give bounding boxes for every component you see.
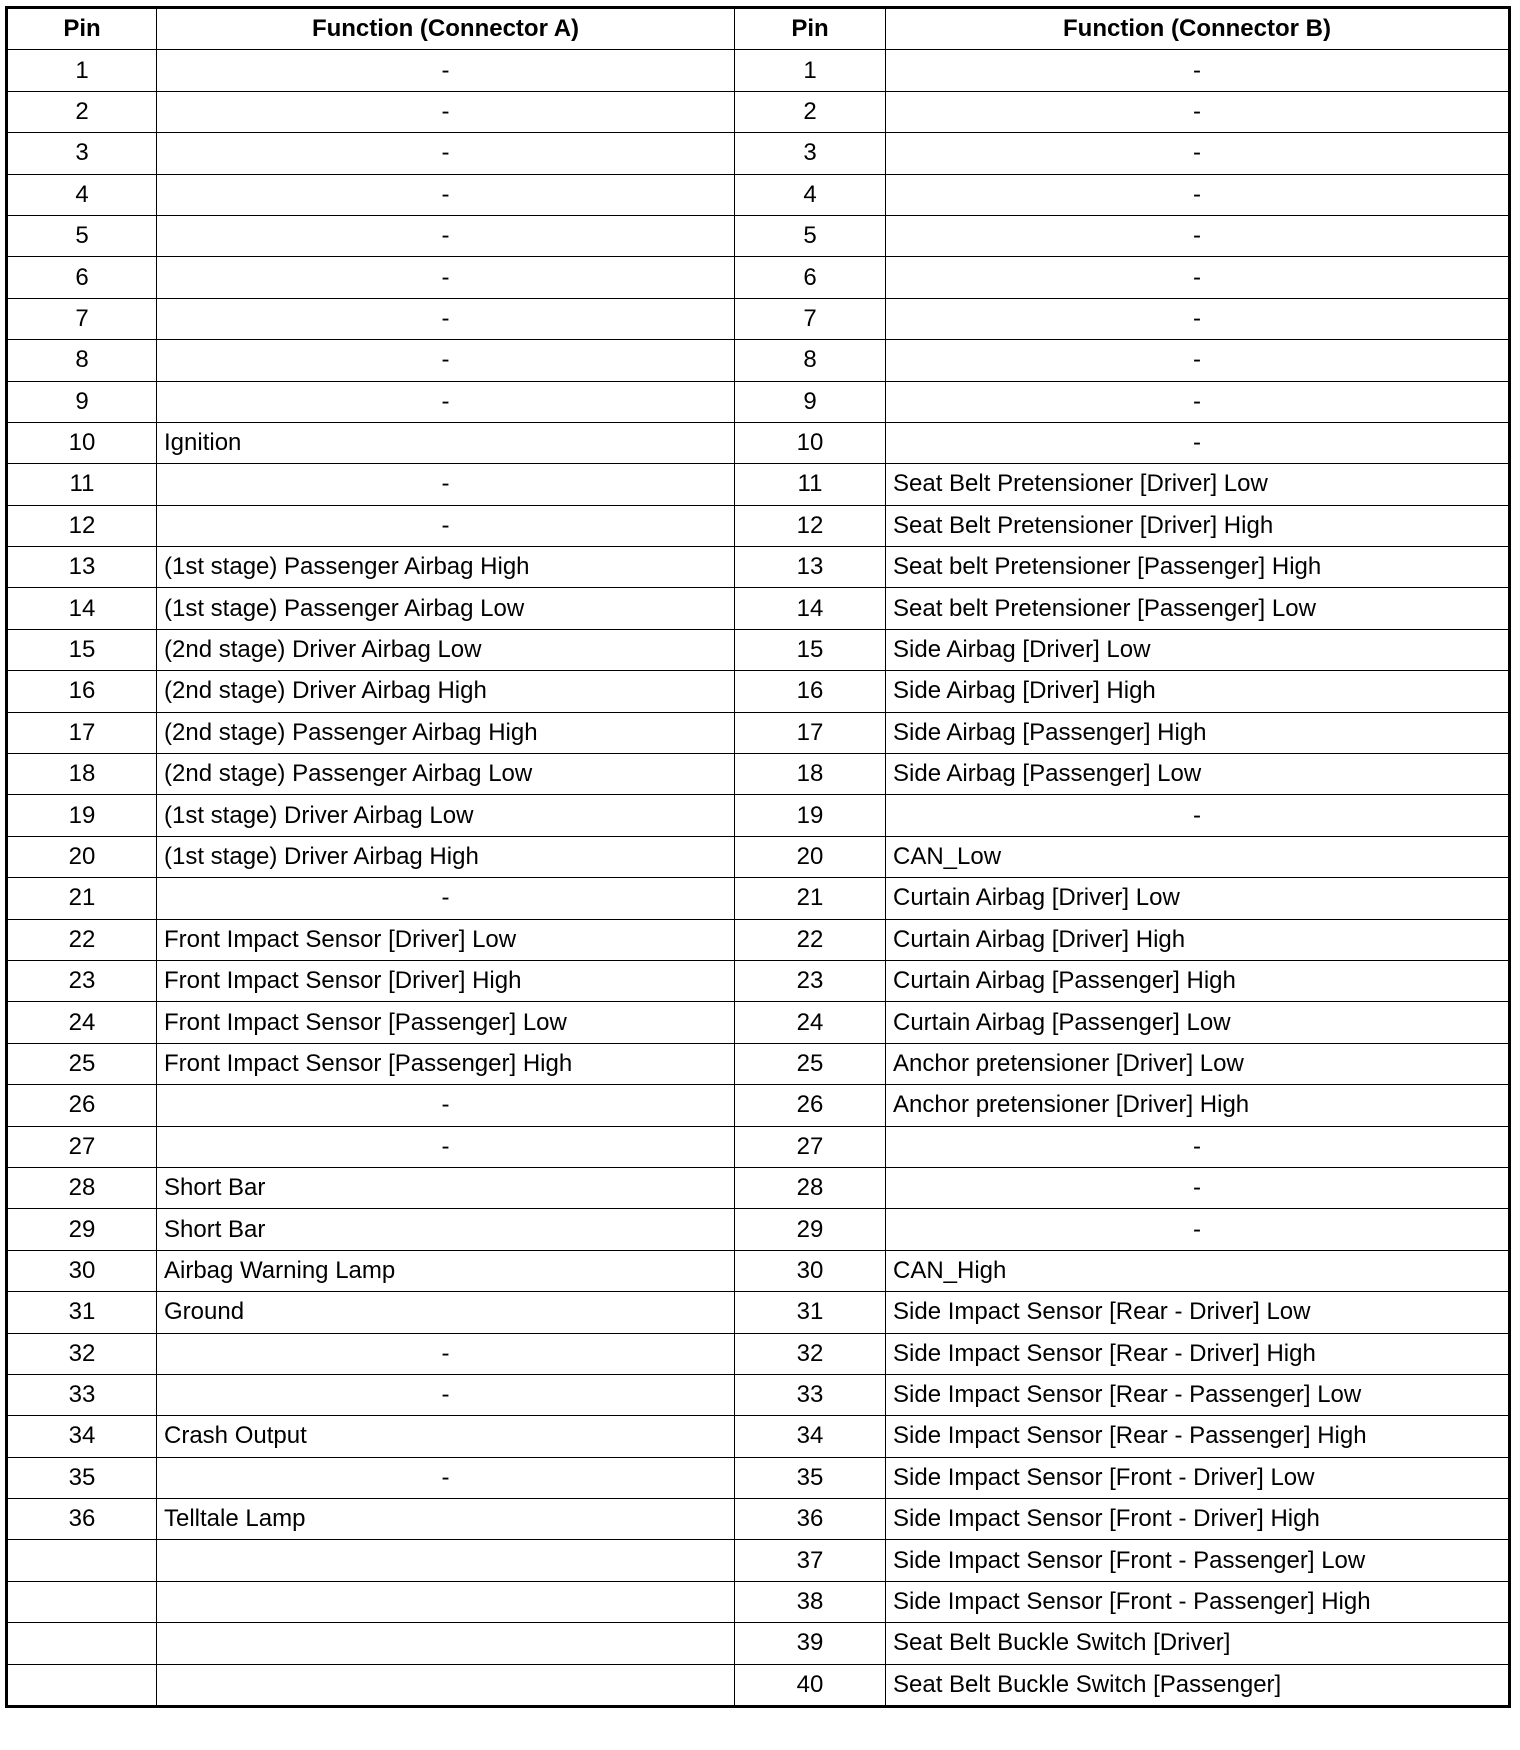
function-b-cell: Curtain Airbag [Passenger] Low — [886, 1002, 1510, 1043]
table-row — [7, 298, 1510, 339]
function-b-cell: Side Impact Sensor [Front - Passenger] High — [886, 1581, 1510, 1622]
pin-a-cell: 10 — [7, 422, 157, 463]
table-row — [7, 754, 1510, 795]
table-row — [7, 1416, 1510, 1457]
function-b-cell: CAN_High — [886, 1250, 1510, 1291]
pin-b-cell: 35 — [735, 1457, 886, 1498]
pin-a-cell: 27 — [7, 1126, 157, 1167]
pin-a-cell — [7, 1664, 157, 1706]
function-b-cell: Side Impact Sensor [Rear - Driver] High — [886, 1333, 1510, 1374]
function-b-cell: Side Airbag [Passenger] Low — [886, 754, 1510, 795]
function-a-cell: Front Impact Sensor [Driver] Low — [157, 919, 735, 960]
pin-a-cell: 31 — [7, 1292, 157, 1333]
table-row — [7, 1664, 1510, 1706]
pin-a-cell: 35 — [7, 1457, 157, 1498]
function-b-cell: - — [886, 1126, 1510, 1167]
function-a-cell: - — [157, 464, 735, 505]
pin-b-cell: 37 — [735, 1540, 886, 1581]
function-b-cell: Side Impact Sensor [Rear - Driver] Low — [886, 1292, 1510, 1333]
function-a-cell — [157, 1623, 735, 1664]
pin-a-cell — [7, 1540, 157, 1581]
pin-a-cell: 3 — [7, 133, 157, 174]
pin-b-cell: 31 — [735, 1292, 886, 1333]
function-a-cell: (1st stage) Passenger Airbag Low — [157, 588, 735, 629]
function-b-cell: - — [886, 795, 1510, 836]
function-b-cell: Side Impact Sensor [Front - Driver] Low — [886, 1457, 1510, 1498]
function-a-cell: (1st stage) Driver Airbag High — [157, 836, 735, 877]
table-row — [7, 133, 1510, 174]
function-a-cell: (2nd stage) Driver Airbag High — [157, 671, 735, 712]
pin-a-cell: 4 — [7, 174, 157, 215]
table-row — [7, 381, 1510, 422]
function-a-cell — [157, 1664, 735, 1706]
pin-a-cell: 7 — [7, 298, 157, 339]
function-a-cell: Front Impact Sensor [Passenger] Low — [157, 1002, 735, 1043]
table-row — [7, 215, 1510, 256]
pin-a-cell: 22 — [7, 919, 157, 960]
table-row — [7, 50, 1510, 91]
pinout-table — [5, 6, 1511, 1708]
pin-a-cell: 6 — [7, 257, 157, 298]
function-b-cell: - — [886, 257, 1510, 298]
table-row — [7, 1292, 1510, 1333]
function-a-cell: - — [157, 257, 735, 298]
function-a-cell: - — [157, 381, 735, 422]
table-row — [7, 464, 1510, 505]
pin-b-cell: 30 — [735, 1250, 886, 1291]
pin-a-cell: 5 — [7, 215, 157, 256]
table-row — [7, 795, 1510, 836]
table-row — [7, 422, 1510, 463]
pin-b-cell: 6 — [735, 257, 886, 298]
pin-b-cell: 7 — [735, 298, 886, 339]
pin-b-cell: 39 — [735, 1623, 886, 1664]
function-a-cell: - — [157, 340, 735, 381]
pin-b-cell: 2 — [735, 91, 886, 132]
function-a-cell: Front Impact Sensor [Driver] High — [157, 960, 735, 1001]
function-b-cell: Seat Belt Buckle Switch [Driver] — [886, 1623, 1510, 1664]
function-b-cell: Curtain Airbag [Passenger] High — [886, 960, 1510, 1001]
table-row — [7, 1457, 1510, 1498]
pin-a-cell: 33 — [7, 1374, 157, 1415]
table-row — [7, 91, 1510, 132]
pin-b-cell: 27 — [735, 1126, 886, 1167]
header-pin-a: Pin — [7, 8, 157, 50]
function-b-cell: Seat Belt Pretensioner [Driver] Low — [886, 464, 1510, 505]
pin-b-cell: 11 — [735, 464, 886, 505]
function-a-cell: - — [157, 1457, 735, 1498]
table-row — [7, 629, 1510, 670]
pin-b-cell: 29 — [735, 1209, 886, 1250]
pin-b-cell: 18 — [735, 754, 886, 795]
function-b-cell: Side Airbag [Driver] High — [886, 671, 1510, 712]
pin-b-cell: 25 — [735, 1043, 886, 1084]
function-a-cell: (1st stage) Passenger Airbag High — [157, 547, 735, 588]
function-b-cell: Curtain Airbag [Driver] High — [886, 919, 1510, 960]
pin-a-cell: 20 — [7, 836, 157, 877]
function-b-cell: - — [886, 215, 1510, 256]
function-b-cell: - — [886, 1209, 1510, 1250]
table-row — [7, 505, 1510, 546]
pin-b-cell: 10 — [735, 422, 886, 463]
pin-a-cell: 29 — [7, 1209, 157, 1250]
function-a-cell: Airbag Warning Lamp — [157, 1250, 735, 1291]
pin-b-cell: 15 — [735, 629, 886, 670]
pin-b-cell: 20 — [735, 836, 886, 877]
pin-b-cell: 26 — [735, 1085, 886, 1126]
function-b-cell: Seat belt Pretensioner [Passenger] High — [886, 547, 1510, 588]
function-a-cell: Short Bar — [157, 1167, 735, 1208]
table-row — [7, 919, 1510, 960]
function-a-cell: (2nd stage) Passenger Airbag Low — [157, 754, 735, 795]
function-b-cell: Side Impact Sensor [Front - Passenger] Low — [886, 1540, 1510, 1581]
function-b-cell: Anchor pretensioner [Driver] Low — [886, 1043, 1510, 1084]
pin-b-cell: 1 — [735, 50, 886, 91]
function-a-cell: - — [157, 1374, 735, 1415]
pin-b-cell: 14 — [735, 588, 886, 629]
pin-a-cell: 36 — [7, 1499, 157, 1540]
pin-a-cell: 18 — [7, 754, 157, 795]
table-row — [7, 1085, 1510, 1126]
pin-a-cell: 13 — [7, 547, 157, 588]
pin-a-cell: 8 — [7, 340, 157, 381]
table-row — [7, 1002, 1510, 1043]
pin-b-cell: 13 — [735, 547, 886, 588]
table-row — [7, 671, 1510, 712]
table-row — [7, 836, 1510, 877]
function-b-cell: Side Impact Sensor [Rear - Passenger] High — [886, 1416, 1510, 1457]
function-b-cell: Side Impact Sensor [Rear - Passenger] Low — [886, 1374, 1510, 1415]
pin-a-cell — [7, 1623, 157, 1664]
function-a-cell: - — [157, 298, 735, 339]
pin-b-cell: 36 — [735, 1499, 886, 1540]
function-a-cell: Telltale Lamp — [157, 1499, 735, 1540]
pin-b-cell: 28 — [735, 1167, 886, 1208]
function-b-cell: Side Airbag [Passenger] High — [886, 712, 1510, 753]
table-row — [7, 547, 1510, 588]
pin-b-cell: 17 — [735, 712, 886, 753]
function-a-cell: - — [157, 1126, 735, 1167]
function-b-cell: Side Airbag [Driver] Low — [886, 629, 1510, 670]
function-a-cell: Short Bar — [157, 1209, 735, 1250]
function-a-cell: - — [157, 1085, 735, 1126]
function-a-cell: (2nd stage) Driver Airbag Low — [157, 629, 735, 670]
pin-a-cell: 1 — [7, 50, 157, 91]
function-a-cell — [157, 1581, 735, 1622]
function-a-cell: (1st stage) Driver Airbag Low — [157, 795, 735, 836]
table-row — [7, 1043, 1510, 1084]
pin-a-cell: 9 — [7, 381, 157, 422]
function-b-cell: - — [886, 50, 1510, 91]
table-row — [7, 174, 1510, 215]
function-b-cell: - — [886, 133, 1510, 174]
pin-a-cell: 21 — [7, 878, 157, 919]
function-b-cell: - — [886, 298, 1510, 339]
function-a-cell: - — [157, 505, 735, 546]
table-body — [7, 50, 1510, 1707]
pin-a-cell: 34 — [7, 1416, 157, 1457]
pin-b-cell: 40 — [735, 1664, 886, 1706]
pin-b-cell: 19 — [735, 795, 886, 836]
pin-a-cell: 25 — [7, 1043, 157, 1084]
function-a-cell — [157, 1540, 735, 1581]
pin-b-cell: 5 — [735, 215, 886, 256]
table-row — [7, 712, 1510, 753]
pin-b-cell: 3 — [735, 133, 886, 174]
pin-a-cell: 2 — [7, 91, 157, 132]
function-a-cell: - — [157, 174, 735, 215]
table-row — [7, 1126, 1510, 1167]
pin-a-cell: 23 — [7, 960, 157, 1001]
function-a-cell: - — [157, 878, 735, 919]
function-b-cell: Seat Belt Pretensioner [Driver] High — [886, 505, 1510, 546]
pin-a-cell: 32 — [7, 1333, 157, 1374]
pin-a-cell: 17 — [7, 712, 157, 753]
function-a-cell: - — [157, 50, 735, 91]
function-b-cell: Seat Belt Buckle Switch [Passenger] — [886, 1664, 1510, 1706]
table-row — [7, 1333, 1510, 1374]
pin-a-cell: 19 — [7, 795, 157, 836]
table-header — [7, 8, 1510, 50]
pin-b-cell: 21 — [735, 878, 886, 919]
pin-b-cell: 38 — [735, 1581, 886, 1622]
function-a-cell: (2nd stage) Passenger Airbag High — [157, 712, 735, 753]
table-row — [7, 878, 1510, 919]
pin-b-cell: 22 — [735, 919, 886, 960]
function-b-cell: Curtain Airbag [Driver] Low — [886, 878, 1510, 919]
function-a-cell: - — [157, 133, 735, 174]
pin-a-cell: 24 — [7, 1002, 157, 1043]
pin-a-cell: 14 — [7, 588, 157, 629]
pin-b-cell: 8 — [735, 340, 886, 381]
function-b-cell: Side Impact Sensor [Front - Driver] High — [886, 1499, 1510, 1540]
pin-b-cell: 4 — [735, 174, 886, 215]
pin-a-cell: 28 — [7, 1167, 157, 1208]
table-row — [7, 1540, 1510, 1581]
pin-b-cell: 24 — [735, 1002, 886, 1043]
function-a-cell: - — [157, 1333, 735, 1374]
table-row — [7, 257, 1510, 298]
function-a-cell: - — [157, 91, 735, 132]
pin-a-cell: 15 — [7, 629, 157, 670]
function-a-cell: Ignition — [157, 422, 735, 463]
function-b-cell: Anchor pretensioner [Driver] High — [886, 1085, 1510, 1126]
function-a-cell: Crash Output — [157, 1416, 735, 1457]
function-b-cell: - — [886, 340, 1510, 381]
function-b-cell: - — [886, 174, 1510, 215]
pin-a-cell: 26 — [7, 1085, 157, 1126]
header-row — [7, 8, 1510, 50]
pin-b-cell: 12 — [735, 505, 886, 546]
table-row — [7, 1499, 1510, 1540]
header-pin-b: Pin — [735, 8, 886, 50]
pin-b-cell: 33 — [735, 1374, 886, 1415]
table-row — [7, 1250, 1510, 1291]
table-row — [7, 1581, 1510, 1622]
function-a-cell: Front Impact Sensor [Passenger] High — [157, 1043, 735, 1084]
pin-a-cell: 16 — [7, 671, 157, 712]
table-row — [7, 960, 1510, 1001]
table-row — [7, 1167, 1510, 1208]
function-b-cell: - — [886, 381, 1510, 422]
pin-b-cell: 32 — [735, 1333, 886, 1374]
pin-b-cell: 9 — [735, 381, 886, 422]
function-a-cell: - — [157, 215, 735, 256]
function-b-cell: - — [886, 91, 1510, 132]
table-row — [7, 1209, 1510, 1250]
table-row — [7, 1374, 1510, 1415]
pin-b-cell: 34 — [735, 1416, 886, 1457]
pin-b-cell: 23 — [735, 960, 886, 1001]
table-row — [7, 340, 1510, 381]
pin-a-cell: 12 — [7, 505, 157, 546]
function-b-cell: - — [886, 422, 1510, 463]
header-function-a: Function (Connector A) — [157, 8, 735, 50]
header-function-b: Function (Connector B) — [886, 8, 1510, 50]
pin-a-cell: 30 — [7, 1250, 157, 1291]
table-row — [7, 588, 1510, 629]
pin-a-cell — [7, 1581, 157, 1622]
function-b-cell: CAN_Low — [886, 836, 1510, 877]
table-row — [7, 1623, 1510, 1664]
function-b-cell: - — [886, 1167, 1510, 1208]
pin-a-cell: 11 — [7, 464, 157, 505]
function-b-cell: Seat belt Pretensioner [Passenger] Low — [886, 588, 1510, 629]
pin-b-cell: 16 — [735, 671, 886, 712]
function-a-cell: Ground — [157, 1292, 735, 1333]
